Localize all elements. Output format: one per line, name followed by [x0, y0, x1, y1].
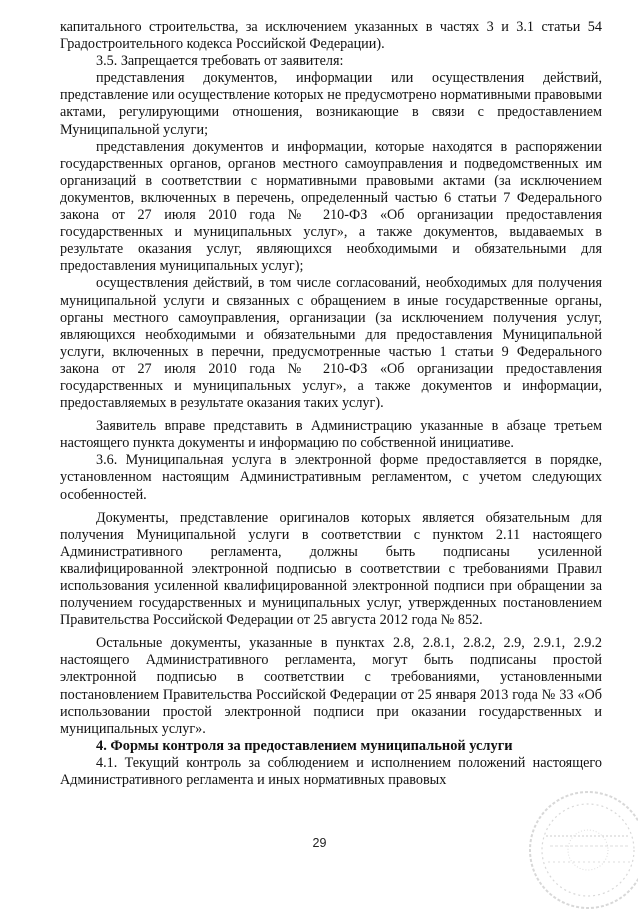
paragraph-other-documents: Остальные документы, указанные в пунктах 2.8, 2.8.1, 2.8.2, 2.9, 2.9.1, 2.9.2 настоящего Административного регламента, могут быть подписаны простой электронной подписью в соответствии с требованиями, установленными постановлением Правительства Российской Федерации от 25 января 2013 года № 33 «Об использовании простой электронной подписи при оказании государственных и муниципальных услуг».	[60, 635, 602, 737]
paragraph-applicant: Заявитель вправе представить в Администрацию указанные в абзаце третьем настоящего пункта документы и информацию по собственной инициативе.	[60, 418, 602, 452]
paragraph-3-5: 3.5. Запрещается требовать от заявителя:	[96, 53, 344, 70]
paragraph-item-2: представления документов и информации, которые находятся в распоряжении государственных органов, органов местного самоуправления и подведомственных им организаций в соответствии с нормативными правовыми актами (за исключением документов, включенных в перечень, определенный частью 6 статьи 7 Федерального закона от 27 июля 2010 года № 210-ФЗ «Об организации предоставления государственных и муниципальных услуг», а также документов, выдаваемых в результате оказания услуг, являющихся необходимыми и обязательными для предоставления муниципальных услуг);	[60, 138, 602, 275]
paragraph-1: капитального строительства, за исключением указанных в частях 3 и 3.1 статьи 54 Градостроительного кодекса Российской Федерации).	[60, 19, 602, 53]
paragraph-documents: Документы, представление оригиналов которых является обязательным для получения Муниципальной услуги в соответствии с пунктом 2.11 настоящего Административного регламента, должны быть подписаны усиленной квалифицированной электронной подписью в соответствии с требованиями Правил использования усиленной квалифицированной электронной подписи при обращении за получением государственных и муниципальных услуг, утвержденных постановлением Правительства Российской Федерации от 25 августа 2012 года № 852.	[60, 509, 602, 629]
seal-stamp-icon	[488, 770, 638, 910]
paragraph-item-1: представления документов, информации или осуществления действий, представление или осуществление которых не предусмотрено нормативными правовыми актами, регулирующими отношения, возникающие в связи с предоставлением Муниципальной услуги;	[60, 70, 602, 138]
paragraph-3-6: 3.6. Муниципальная услуга в электронной форме предоставляется в порядке, установленном настоящим Административным регламентом, с учетом следующих особенностей.	[60, 452, 602, 503]
page-number: 29	[312, 836, 327, 850]
document-body	[60, 19, 602, 789]
paragraph-4-1: 4.1. Текущий контроль за соблюдением и исполнением положений настоящего Административного регламента и иных нормативных правовых	[60, 754, 602, 789]
paragraph-item-3: осуществления действий, в том числе согласований, необходимых для получения муниципальной услуги и связанных с обращением в иные государственные органы, органы местного самоуправления, организации (за исключением получения услуг, являющихся необходимыми и обязательными для предоставления Муниципальной услуги, включенных в перечни, предусмотренные частью 1 статьи 9 Федерального закона от 27 июля 2010 года № 210-ФЗ «Об организации предоставления государственных и муниципальных услуг», а также документов и информации, предоставляемых в результате оказания таких услуг).	[60, 275, 602, 412]
section-heading: 4. Формы контроля за предоставлением муниципальной услуги	[96, 737, 513, 754]
